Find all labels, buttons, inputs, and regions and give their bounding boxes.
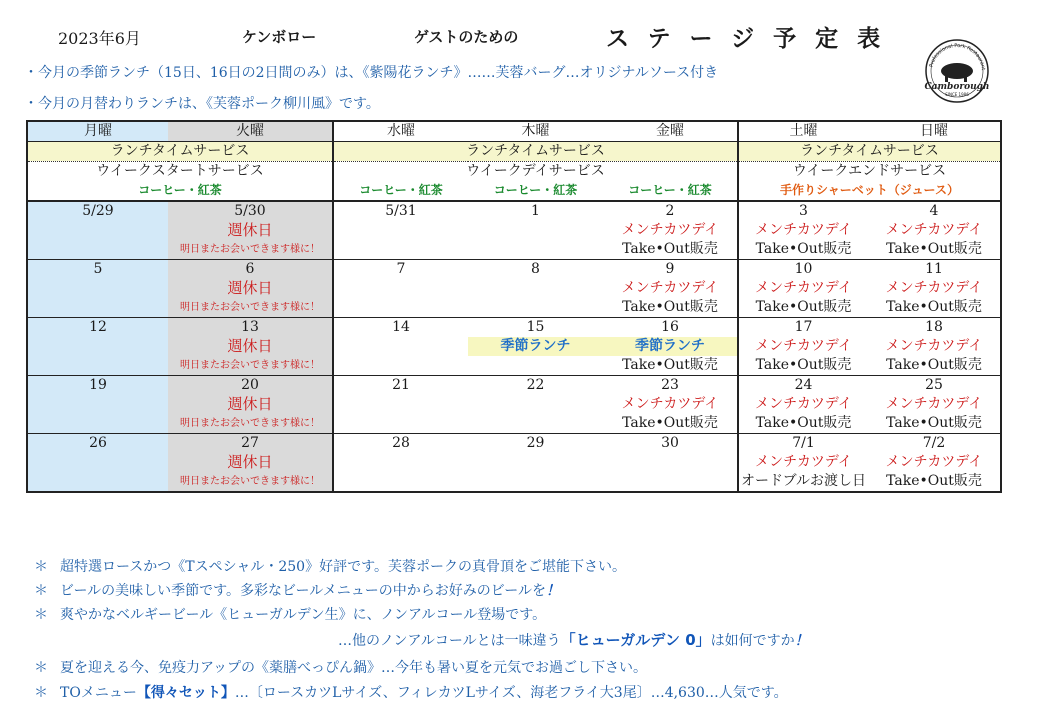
date-cell: 12 <box>27 318 168 338</box>
header-label-a: ケンボロー <box>242 28 317 46</box>
date-cell: 7/1 <box>738 434 868 454</box>
date-cell: 30 <box>661 435 679 451</box>
coffee-tea-thu: コーヒー・紅茶 <box>468 181 603 201</box>
date-cell: 11 <box>868 260 1001 280</box>
date-cell: 7/2 <box>868 434 1001 454</box>
day-header-sun: 日曜 <box>868 121 1001 142</box>
header-label-b: ゲストのための <box>414 28 519 46</box>
date-cell: 18 <box>868 318 1001 338</box>
lunch-service-weekend: ランチタイムサービス <box>738 142 1001 162</box>
sherbet-weekend: 手作りシャーベット（ジュース） <box>738 181 1001 201</box>
coffee-tea-start: コーヒー・紅茶 <box>27 181 333 201</box>
day-header-wed: 水曜 <box>333 121 468 142</box>
note-text: …他のノンアルコールとは一味違う <box>338 633 561 649</box>
date-cell: 10 <box>738 260 868 280</box>
exclamation-mark: ！ <box>794 633 809 649</box>
menchi-label: メンチカツデイ <box>621 280 719 296</box>
date-cell: 9 <box>665 261 675 277</box>
bottom-note-1 <box>34 556 626 576</box>
date-cell: 5 <box>27 260 168 280</box>
date-cell: 25 <box>868 376 1001 396</box>
closed-label: 週休日 <box>168 337 333 356</box>
bullet-star: ＊ <box>34 559 48 575</box>
coffee-tea-wed: コーヒー・紅茶 <box>333 181 468 201</box>
takeout-label: Take•Out販売 <box>603 414 738 434</box>
menchi-label: メンチカツデイ <box>738 221 868 240</box>
note-seasonal-lunch: ・今月の季節ランチ（15日、16日の2日間のみ）は、《紫陽花ランチ》……芙蓉バーグ…オリジナルソース付き <box>24 65 719 81</box>
see-you-label: 明日またお会いできます様に！ <box>168 356 333 376</box>
date-cell: 3 <box>738 201 868 221</box>
menchi-label: メンチカツデイ <box>738 395 868 414</box>
tokutoku-set-label: 【得々セット】 <box>136 685 235 701</box>
menchi-label: メンチカツデイ <box>868 395 1001 414</box>
date-cell: 6 <box>168 260 333 280</box>
season-lunch-label: 季節ランチ <box>468 337 603 356</box>
hors-doeuvre-label: オードブルお渡し日 <box>738 472 868 492</box>
logo-since: SINCE 1986 <box>945 92 969 97</box>
note-text: ビールの美味しい季節です。多彩なビールメニューの中からお好みのビールを <box>60 583 546 599</box>
menchi-label: メンチカツデイ <box>738 279 868 298</box>
page-title: ステージ予定表 <box>606 26 900 52</box>
see-you-label: 明日またお会いできます様に！ <box>168 472 333 492</box>
menchi-label: メンチカツデイ <box>868 279 1001 298</box>
takeout-label: Take•Out販売 <box>868 414 1001 434</box>
camborough-logo <box>924 38 990 104</box>
bottom-note-2 <box>34 580 560 600</box>
day-header-sat: 土曜 <box>738 121 868 142</box>
bottom-note-5 <box>34 657 647 677</box>
date-cell: 27 <box>168 434 333 454</box>
takeout-label: Take•Out販売 <box>868 472 1001 492</box>
takeout-label: Take•Out販売 <box>603 356 738 376</box>
menchi-label: メンチカツデイ <box>738 337 868 356</box>
bottom-note-3 <box>34 604 546 624</box>
day-header-tue: 火曜 <box>168 121 333 142</box>
date-cell: 24 <box>738 376 868 396</box>
note-text: 超特選ロースかつ《Tスペシャル・250》好評です。芙蓉ポークの真骨頂をご堪能下さい。 <box>60 559 626 575</box>
closed-label: 週休日 <box>168 453 333 472</box>
date-cell: 29 <box>526 435 545 451</box>
date-cell: 13 <box>168 318 333 338</box>
see-you-label: 明日またお会いできます様に！ <box>168 298 333 318</box>
logo-name: Camborough <box>924 82 990 92</box>
coffee-tea-fri: コーヒー・紅茶 <box>603 181 738 201</box>
hoegaarden-zero-label: 「ヒューガルデン 0」 <box>560 631 711 649</box>
note-monthly-lunch: ・今月の月替わりランチは、《芙蓉ポーク柳川風》です。 <box>24 96 380 112</box>
closed-label: 週休日 <box>168 395 333 414</box>
date-cell: 22 <box>526 377 545 393</box>
note-text: TOメニュー <box>60 685 137 701</box>
date-cell: 2 <box>665 203 675 219</box>
note-text: 夏を迎える今、免疫力アップの《薬膳べっぴん鍋》…今年も暑い夏を元気でお過ごし下さい。 <box>60 660 648 676</box>
takeout-label: Take•Out販売 <box>603 240 738 260</box>
date-cell: 17 <box>738 318 868 338</box>
date-cell: 1 <box>531 203 540 219</box>
note-text: …〔ロースカツLサイズ、フィレカツLサイズ、海老フライ大3尾〕…4,630…人気です。 <box>234 685 788 701</box>
menchi-label: メンチカツデイ <box>738 453 868 472</box>
lunch-service-start: ランチタイムサービス <box>27 142 333 162</box>
day-header-mon: 月曜 <box>27 121 168 142</box>
date-cell: 5/29 <box>27 201 168 221</box>
takeout-label: Take•Out販売 <box>738 356 868 376</box>
takeout-label: Take•Out販売 <box>868 356 1001 376</box>
date-cell: 21 <box>333 376 468 396</box>
schedule-calendar <box>26 120 1002 493</box>
takeout-label: Take•Out販売 <box>738 298 868 318</box>
note-text: は如何ですか <box>710 633 795 649</box>
exclamation-mark: ！ <box>545 583 560 599</box>
bullet-star: ＊ <box>34 583 48 599</box>
closed-label: 週休日 <box>168 279 333 298</box>
lunch-service-weekday: ランチタイムサービス <box>333 142 738 162</box>
closed-label: 週休日 <box>168 221 333 240</box>
see-you-label: 明日またお会いできます様に！ <box>168 240 333 260</box>
logo-arc-text: Professional Pork Restaurant <box>928 42 986 71</box>
date-cell: 15 <box>526 319 545 335</box>
bullet-star: ＊ <box>34 607 48 623</box>
date-cell: 5/30 <box>168 201 333 221</box>
menchi-label: メンチカツデイ <box>868 337 1001 356</box>
header-date: 2023年6月 <box>58 29 141 48</box>
takeout-label: Take•Out販売 <box>738 240 868 260</box>
weekend-service: ウイークエンドサービス <box>738 162 1001 182</box>
date-cell: 16 <box>661 319 679 335</box>
note-text: 爽やかなベルギービール《ヒューガルデン生》に、ノンアルコール登場です。 <box>60 607 547 623</box>
takeout-label: Take•Out販売 <box>603 298 738 318</box>
menchi-label: メンチカツデイ <box>621 396 719 412</box>
bullet-star: ＊ <box>34 660 48 676</box>
date-cell: 26 <box>27 434 168 454</box>
weekday-service: ウイークデイサービス <box>333 162 738 182</box>
menchi-label: メンチカツデイ <box>621 222 719 238</box>
date-cell: 5/31 <box>333 201 468 221</box>
week-start-service: ウイークスタートサービス <box>27 162 333 182</box>
date-cell: 19 <box>27 376 168 396</box>
menchi-label: メンチカツデイ <box>868 221 1001 240</box>
date-cell: 23 <box>661 377 679 393</box>
day-header-fri: 金曜 <box>603 121 738 142</box>
takeout-label: Take•Out販売 <box>868 298 1001 318</box>
date-cell: 28 <box>333 434 468 454</box>
date-cell: 8 <box>531 261 540 277</box>
date-cell: 7 <box>333 260 468 280</box>
day-header-thu: 木曜 <box>468 121 603 142</box>
date-cell: 14 <box>333 318 468 338</box>
bottom-note-6 <box>34 682 788 702</box>
menchi-label: メンチカツデイ <box>868 453 1001 472</box>
season-lunch-label: 季節ランチ <box>603 337 738 356</box>
date-cell: 20 <box>168 376 333 396</box>
bottom-note-4 <box>338 629 809 650</box>
takeout-label: Take•Out販売 <box>738 414 868 434</box>
takeout-label: Take•Out販売 <box>868 240 1001 260</box>
bullet-star: ＊ <box>34 685 48 701</box>
date-cell: 4 <box>868 201 1001 221</box>
see-you-label: 明日またお会いできます様に！ <box>168 414 333 434</box>
